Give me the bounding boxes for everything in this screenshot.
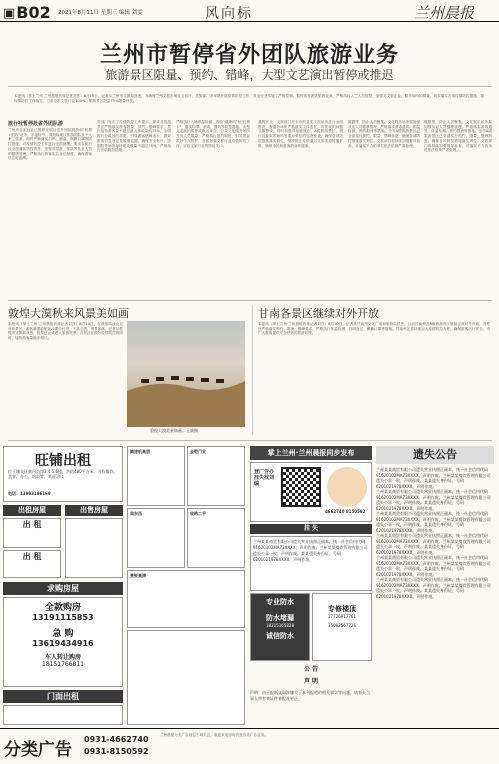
ad-phone: 电话：13993186169: [8, 491, 51, 496]
ad-box: [127, 630, 245, 725]
category-label: 门面出租: [3, 690, 123, 703]
lost-notice-title: 遗失公告: [376, 446, 494, 464]
section-label: 公 告: [303, 666, 319, 673]
mascot-icon: [327, 467, 367, 507]
article-column: 严格执行入场体温检测、查验"健康码"和"行程卡"，落实口罩、消毒、通风等防控措施。大型文艺演出暂停或推迟举办，公共文化服务场所开放人员限量，严格执行预约制度，引导群众做好个人防护，全面加强文旅行业疫情防控工作，守好文旅行业的防疫关口。: [176, 120, 250, 148]
article-column: 数据等，防止人员聚集。文化娱乐场所要加强从业人员健康管理，严格落实消毒通风、体温检测、预约限流等措施。全市A级旅游景区已全部实行预约、限量、错峰游览，确保各项防控措施落实到位。文旅部门将持续加强督导检查，对落实不力的单位依法依规严肃处理。: [348, 120, 420, 148]
notice-text: 声明：由于报纸文章涉嫌关于本刊报道的相关事实等问题，请有关当事人带有效证件来报社更正。: [250, 690, 370, 701]
section-label: 声 明: [303, 678, 319, 685]
sync-phone: 4662740 8150592: [325, 509, 366, 514]
lead-paragraph: 本报讯（掌上兰州·兰州晨报首席记者刘莎）8月10日，记者从兰州市文旅局获悉，为确保兰州文旅市场安全有序，文旅部门多举措开展疫情防控工作，对全行业实施了严管控制。暂停省外团队旅游业务，严格执行入兰人员管控，加强对文旅企业、服务场所的排查，切实落实各项疫情防控措施，将疫情防控工作落实，力求全市文旅行业100%，旅游景区限量75%限量开放。: [14, 94, 484, 103]
ad-box: [3, 705, 123, 725]
photo-caption: 敦煌大漠美景如画。王斌摄: [150, 428, 198, 433]
repair-ad: 专修楼顶 17726917761 15002567726: [312, 593, 372, 661]
divider: [8, 86, 492, 87]
ad-box: 出 租: [3, 518, 61, 548]
section-title: 旅行社暂停赴省外团队游: [8, 121, 64, 127]
article-text: 本报讯（掌上兰州·兰州晨报首席记者刘莎）8月10日，在敦煌鸣沙山月牙泉景区，游客骑着骆驼在沙漠中行进，天高云淡，风景如画。记者从敦煌市文旅局获悉，敦煌已正式进入旅游旺季，各景区在做好疫情防控的同时，接待游客量稳步增长。: [8, 322, 123, 341]
footer-phone: 0931-4662740: [84, 735, 149, 744]
sync-side-text: 登广告办挂失找刘编: [254, 469, 275, 487]
divider: [8, 440, 492, 441]
footer-phone: 0931-8150592: [84, 747, 149, 756]
headline: 兰州市暂停省外团队旅游业务: [99, 43, 399, 68]
ad-box: [65, 518, 123, 578]
ad-box: 卖东西: [127, 508, 185, 568]
section-title: 甘南各景区继续对外开放: [258, 307, 379, 320]
waterproof-ad: 专业防水 防水堵漏 18215165828 诚信防水: [250, 593, 310, 661]
lost-notice-list: 兰州某某商贸有限公司遗失营业执照正副本，统一社会信用代码91620102MA73XXXX，声明作废。兰州某某餐饮管理有限公司遗失公章一枚，声明作废。某某遗失身份证，号码6201021978XXXX，声明作废。 兰州某某商贸有限公司遗失营业执照正副本，统一社会信用代码91620102MA73XXXX，声明作废。兰州某某餐饮管理有限公司遗失公章一枚，声明作废。某某遗失身份证，号码6201021978XXXX，声明作废。 兰州某某商贸有限公司遗失营业执照正副本，统一社会信用代码91620102MA73XXXX，声明作废。兰州某某餐饮管理有限公司遗失公章一枚，声明作废。某某遗失身份证，号码6201021978XXXX，声明作废。 兰州某某商贸有限公司遗失营业执照正副本，统一社会信用代码91620102MA73XXXX，声明作废。兰州某某餐饮管理有限公司遗失公章一枚，声明作废。某某遗失身份证，号码6201021978XXXX，声明作废。 兰州某某商贸有限公司遗失营业执照正副本，统一社会信用代码91620102MA73XXXX，声明作废。兰州某某餐饮管理有限公司遗失公章一枚，声明作废。某某遗失身份证，号码6201021978XXXX，声明作废。 兰州某某商贸有限公司遗失营业执照正副本，统一社会信用代码91620102MA73XXXX，声明作废。兰州某某餐饮管理有限公司遗失公章一枚，声明作废。某某遗失身份证，号码6201021978XXXX，声明作废。: [376, 467, 491, 599]
page-number: ▣B02: [3, 3, 51, 22]
buy-ad: 全款购房 13191115853 急 购 13619434916 车人转让购房 18151766811: [3, 597, 123, 687]
ad-box: 亮锐高清: [127, 570, 245, 628]
lost-notices: 兰州某某商贸有限公司遗失营业执照正副本，统一社会信用代码91620102MA73XXXX，声明作废。兰州某某餐饮管理有限公司遗失公章一枚，声明作废。某某遗失身份证，号码6201021978XXXX，声明作废。: [250, 536, 372, 591]
footer-text: 兰州晨报分类广告部位于城关区，欢迎来电咨询刊登各类广告业务。: [160, 733, 268, 737]
sync-banner: 掌上兰州·兰州晨报同步发布: [250, 446, 372, 460]
category-label: 求购房屋: [3, 582, 123, 595]
divider: [8, 300, 492, 301]
classified-footer: [0, 728, 499, 764]
divider: [252, 305, 253, 435]
subheadline: 旅游景区限量、预约、错峰，大型文艺演出暂停或推迟: [105, 68, 394, 82]
ad-text: 位于城关区黄河沿岸3.4.5.6楼，共约480平方米，可作餐饮、美容、办公、培训等，欢迎洽谈: [8, 469, 118, 479]
qr-code-icon: [281, 467, 321, 507]
page-header: [0, 0, 499, 22]
issue-date: 2021年8月11日 星期三 编辑 刘雯: [58, 10, 143, 16]
column-name: 风向标: [205, 6, 253, 22]
ad-box: 金铠门业: [187, 446, 245, 506]
footer-title: 分类广告: [4, 740, 72, 760]
article-column: 兰州市各旅行社已暂停开展赴省外团队旅游和"机票+酒店"业务，不接待中、高风险地区旅游团队及个人来兰旅游，同时严格落实扫码、测温、佩戴口罩等防控措施，对疫情防控工作进行全面部署。要求各旅行社全面落实防控责任，加强对导游、领队等从业人员的健康管理，严格执行游客实名登记制度，确保游客信息可追溯。: [8, 128, 92, 161]
rent-ad: [3, 446, 123, 502]
ad-box: 收购二手: [187, 508, 245, 568]
ad-box: 减速机高层: [127, 446, 185, 506]
article-column: 数据等，防止人员聚集。文化娱乐场所要加强从业人员健康管理，严格落实消毒通风、体温检测、预约限流等措施。全市A级旅游景区已全部实行预约、限量、错峰游览，确保各项防控措施落实到位。文旅部门将持续加强督导检查，对落实不力的单位依法依规严肃处理。: [424, 120, 492, 153]
newspaper-logo: 兰州晨报: [414, 4, 475, 22]
article-column: 资部门发布了疫情防控工作提示，要求各旅游景区严格落实游客限量、预约、错峰要求，景区接待游客量不超过最大承载量的75%，全面推行分时预约游览，引导游客错峰出行，做好游客信息登记及健康监测，确保安全有序。影剧院等场馆接待观众数量不超过75%，严格执行各项防控措施。: [97, 120, 171, 153]
article-column: 我的安全，文旅部门对全市的各类文旅场所进行全面排查，督促各场所严格落实主体责任，对发现的问题立即整改。同时加强对星级饭店、A级旅游景区、旅行社及娱乐场所等重点单位的巡查检查，确保各项防控措施落实到位，坚决防止疫情通过文旅渠道传播扩散，确保市民和游客的身体健康。: [258, 120, 343, 148]
category-label: 出租房屋: [3, 505, 61, 516]
ad-title: 旺铺出租: [35, 453, 91, 469]
qr-panel: [250, 462, 372, 522]
ad-box: 出 租: [3, 550, 61, 578]
section-title: 敦煌大漠秋来风景美如画: [8, 307, 129, 320]
category-label: 挂 失: [250, 524, 372, 534]
desert-camel-photo: [127, 321, 245, 427]
category-label: 出售房屋: [65, 505, 123, 516]
article-text: 本报讯（掌上兰州·兰州晨报首席记者刘莎）8月10日，记者从甘南州文化广电和旅游局获悉，目前甘南州各A级旅游景区继续正常对外开放，各景区严格落实预约、限流、错峰要求，严格执行体温检测、扫码登记、佩戴口罩等措施。甘南州还将持续加大疫情防控力度，确保游客出行安全，为广大游客提供安全舒适的旅游环境。: [258, 322, 490, 336]
